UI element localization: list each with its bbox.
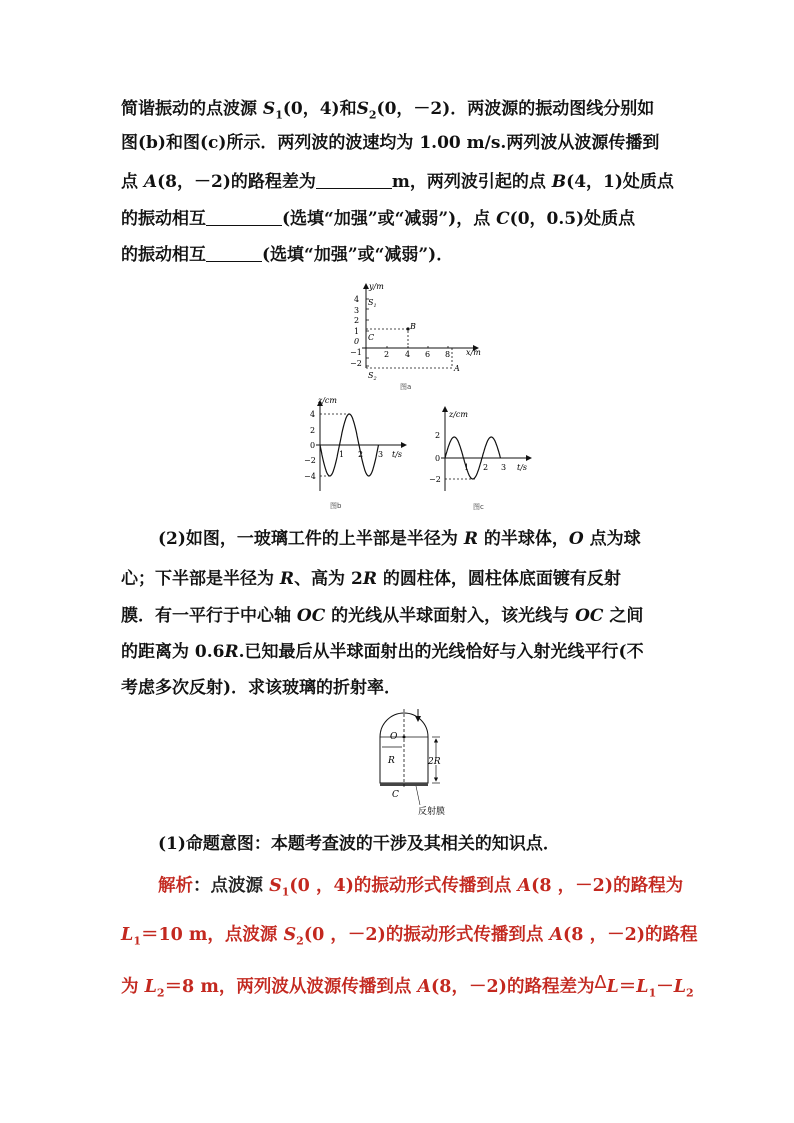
fig-b-ytick: 4: [310, 410, 316, 419]
fig-a-ytick: −1: [350, 348, 362, 357]
fig-b-ytick: 0: [310, 441, 316, 450]
answer-blank-3[interactable]: [206, 243, 262, 262]
analysis-line-3: 为 $L_2=8$ m，两列波从波源传播到点 A(8，－2)的路程差为$\Delta L=L_1-L_2$: [121, 973, 694, 1000]
fig-a-label-b: B: [410, 322, 416, 331]
fig-b-ytick: −4: [304, 472, 316, 481]
analysis-line-2: $L_1=10$ m，点波源 $S_2(0$ ，－2)的振动形式传播到点 A(8 ，－2)的路程: [121, 925, 698, 948]
question-line-4: 的振动相互 (选填“加强”或“减弱”)，点 C(0，0.5)处质点: [121, 209, 636, 229]
answer-blank-1[interactable]: [316, 170, 392, 189]
figure-b: [290, 395, 410, 513]
fig-c-ytick: −2: [429, 475, 441, 484]
part2-line-3: 膜．有一平行于中心轴 OC 的光线从半球面射入，该光线与 OC 之间: [121, 606, 644, 626]
analysis-line-1: 解析：点波源 $S_1(0$ ，4)的振动形式传播到点 A(8 ，－2)的路程为: [158, 876, 684, 899]
fig-a-label-c: C: [368, 333, 375, 342]
glass-label-2r: 2R: [428, 757, 441, 767]
fig-c-xtick: 2: [483, 463, 489, 472]
part2-line-5: 考虑多次反射)．求该玻璃的折射率．: [121, 678, 402, 698]
fig-a-xtick: 6: [425, 350, 431, 359]
fig-a-ytick: 1: [354, 327, 360, 336]
fig-b-y-label: z/cm: [318, 396, 337, 405]
fig-b-x-label: t/s: [392, 450, 403, 459]
fig-a-label-s2: $S_2$: [368, 371, 377, 382]
figure-c: [425, 403, 545, 513]
fig-c-y-label: z/cm: [449, 410, 468, 419]
fig-a-xtick: 4: [405, 350, 411, 359]
fig-b-caption: 图b: [330, 502, 342, 510]
fig-c-x-label: t/s: [517, 463, 528, 472]
fig-b-xtick: 1: [339, 450, 345, 459]
figure-a: [340, 280, 500, 392]
fig-b-ytick: −2: [304, 456, 316, 465]
fig-a-label-a: A: [454, 364, 460, 373]
glass-label-r: R: [388, 756, 395, 766]
fig-c-xtick: 3: [501, 463, 507, 472]
question-line-3: 点 A(8，－2)的路程差为 m，两列波引起的点 B(4，1)处质点: [121, 172, 674, 192]
glass-label-c: C: [392, 790, 399, 800]
fig-a-xtick: 8: [445, 350, 451, 359]
fig-c-ytick: 0: [435, 454, 441, 463]
answer-blank-2[interactable]: [206, 207, 282, 226]
glass-label-film: 反射膜: [418, 807, 446, 817]
fig-a-ytick: 4: [354, 295, 360, 304]
fig-c-xtick: 1: [464, 463, 470, 472]
fig-a-y-label: y/m: [369, 282, 384, 291]
question-line-1: 简谐振动的点波源 $S_1(0$，4)和$S_2(0$，－2)．两波源的振动图线分别如: [121, 99, 655, 122]
fig-c-ytick: 2: [435, 431, 441, 440]
part2-line-4: 的距离为 0.6R.已知最后从半球面射出的光线恰好与入射光线平行(不: [121, 642, 644, 662]
glass-figure: [370, 707, 470, 819]
question-line-5: 的振动相互 (选填“加强”或“减弱”)．: [121, 245, 454, 265]
glass-label-o: O: [390, 732, 398, 742]
fig-a-xtick: 2: [384, 350, 390, 359]
question-line-2: 图(b)和图(c)所示．两列波的波速均为 1.00 m/s.两列波从波源传播到: [121, 133, 660, 153]
part2-line-1: (2)如图，一玻璃工件的上半部是半径为 R 的半球体，O 点为球: [158, 529, 641, 549]
analysis-intent: (1)命题意图：本题考查波的干涉及其相关的知识点．: [158, 834, 560, 854]
fig-a-ytick: 2: [354, 316, 360, 325]
fig-b-xtick: 3: [378, 450, 384, 459]
fig-a-ytick: −2: [350, 359, 362, 368]
fig-a-x-label: x/m: [466, 348, 481, 357]
fig-a-caption: 图a: [400, 383, 412, 391]
fig-c-caption: 图c: [473, 503, 484, 511]
fig-b-xtick: 2: [358, 450, 364, 459]
part2-line-2: 心；下半部是半径为 R、高为 2R 的圆柱体，圆柱体底面镀有反射: [121, 569, 621, 589]
fig-a-ytick: 3: [354, 306, 360, 315]
fig-b-ytick: 2: [310, 426, 316, 435]
fig-a-label-s1: $S_1$: [368, 298, 377, 309]
fig-a-ytick: 0: [354, 337, 360, 346]
